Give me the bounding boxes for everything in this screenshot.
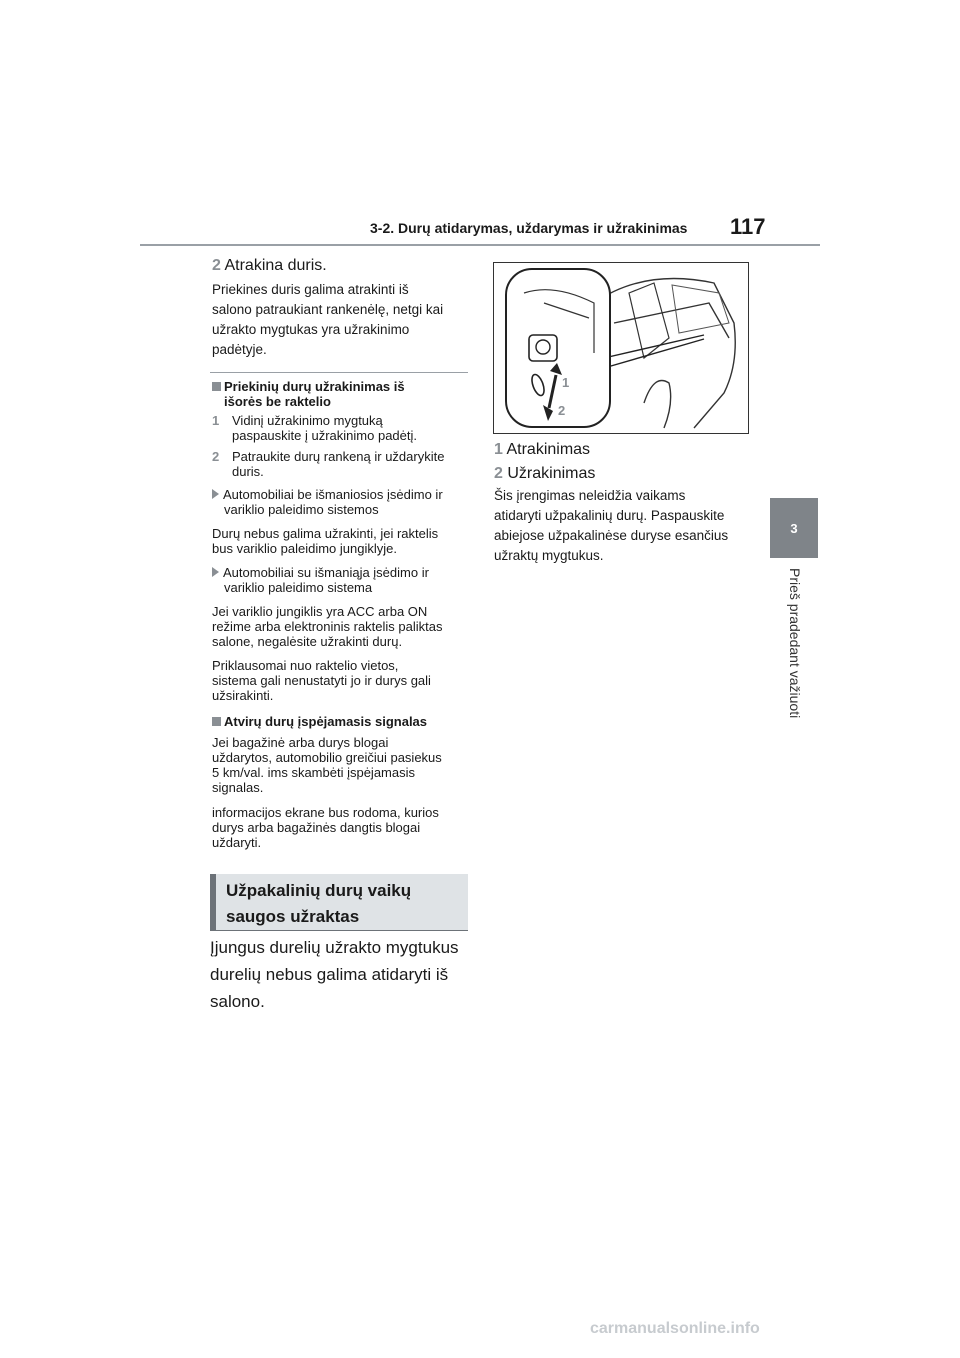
header-rule — [140, 244, 820, 246]
paragraph-6 — [212, 805, 439, 850]
line: Vidinį užrakinimo mygtuką — [232, 413, 383, 428]
line: Jei variklio jungiklis yra ACC arba ON — [212, 604, 428, 619]
line: Automobiliai su išmaniąja įsėdimo ir — [223, 565, 429, 580]
item-1 — [494, 438, 590, 462]
section-heading-child-lock — [210, 874, 468, 930]
figure-label-2: 2 — [558, 403, 566, 418]
line: durelių nebus galima atidaryti iš — [210, 965, 449, 984]
line: signalas. — [212, 780, 264, 795]
sub-heading-no-smart-key — [212, 487, 443, 517]
divider — [210, 372, 468, 373]
paragraph-2 — [212, 526, 438, 556]
item-number: 1 — [494, 441, 503, 458]
triangle-bullet-icon — [212, 489, 219, 499]
page-number: 117 — [730, 214, 766, 239]
chapter-title-text: Prieš pradedant važiuoti — [787, 568, 803, 719]
item-text: Užrakinimas — [507, 465, 596, 482]
line: užsirakinti. — [212, 688, 274, 703]
paragraph-3 — [212, 604, 442, 649]
line: variklio paleidimo sistemos — [224, 502, 379, 517]
line: durys arba bagažinės dangtis blogai — [212, 820, 421, 835]
line: bus variklio paleidimo jungiklyje. — [212, 541, 397, 556]
watermark: carmanualsonline.info — [590, 1320, 760, 1337]
line: variklio paleidimo sistema — [224, 580, 373, 595]
paragraph-right — [494, 486, 728, 566]
item-text: Atrakinimas — [506, 441, 591, 458]
item-number: 2 — [494, 465, 503, 482]
line: užrakto mygtukas yra užrakinimo — [212, 322, 410, 337]
section-rule — [210, 930, 468, 931]
line: salono patraukiant rankenėlę, netgi kai — [212, 302, 444, 317]
line: uždaryti. — [212, 835, 262, 850]
running-header: 3-2. Durų atidarymas, uždarymas ir užrakinimas — [370, 220, 688, 236]
door-illustration — [493, 262, 749, 434]
line: Priklausomai nuo raktelio vietos, — [212, 658, 399, 673]
line: salone, negalėsite užrakinti durų. — [212, 634, 403, 649]
line: Šis įrengimas neleidžia vaikams — [494, 488, 686, 503]
step-text: Atrakina duris. — [224, 257, 327, 274]
item-2 — [494, 462, 595, 486]
line: Automobiliai be išmaniosios įsėdimo ir — [223, 487, 443, 502]
heading-front-door-lock — [212, 379, 405, 409]
line: padėtyje. — [212, 342, 267, 357]
step-number: 1 — [212, 413, 220, 428]
square-bullet-icon — [212, 382, 221, 391]
line: užraktų mygtukus. — [494, 548, 604, 563]
section-heading-line: saugos užraktas — [226, 907, 360, 926]
line: režime arba elektroninis raktelis paliktas — [212, 619, 443, 634]
sub-heading-smart-key — [212, 565, 429, 595]
step-number: 2 — [212, 449, 220, 464]
paragraph-7 — [210, 934, 459, 1015]
paragraph-1 — [212, 280, 443, 360]
paragraph-4 — [212, 658, 431, 703]
triangle-bullet-icon — [212, 567, 219, 577]
heading-open-door-warning — [212, 714, 427, 729]
line: sistema gali nenustatyti jo ir durys gali — [212, 673, 431, 688]
line: uždarytos, automobilio greičiui pasiekus — [212, 750, 442, 765]
line: salono. — [210, 992, 265, 1011]
line: duris. — [232, 464, 264, 479]
step-2 — [212, 254, 327, 278]
square-bullet-icon — [212, 717, 221, 726]
figure-label-1: 1 — [562, 375, 570, 390]
chapter-tab: 3 — [770, 498, 818, 558]
line: Įjungus durelių užrakto mygtukus — [210, 938, 459, 957]
heading-line: išorės be raktelio — [224, 394, 331, 409]
line: abiejose užpakalinėse duryse esančius — [494, 528, 729, 543]
heading-text: Atvirų durų įspėjamasis signalas — [224, 714, 428, 729]
step-number: 2 — [212, 257, 221, 274]
line: Durų nebus galima užrakinti, jei raktelis — [212, 526, 439, 541]
line: informacijos ekrane bus rodoma, kurios — [212, 805, 439, 820]
heading-line: Priekinių durų užrakinimas iš — [224, 379, 405, 394]
line: atidaryti užpakalinių durų. Paspauskite — [494, 508, 725, 523]
line: Patraukite durų rankeną ir uždarykite — [232, 449, 445, 464]
line: 5 km/val. ims skambėti įspėjamasis — [212, 765, 415, 780]
chapter-title — [780, 568, 810, 738]
line: Priekines duris galima atrakinti iš — [212, 282, 409, 297]
line: paspauskite į užrakinimo padėtį. — [232, 428, 417, 443]
rear-door-lock-drawing — [494, 263, 748, 433]
section-heading-line: Užpakalinių durų vaikų — [226, 881, 412, 900]
line: Jei bagažinė arba durys blogai — [212, 735, 389, 750]
paragraph-5 — [212, 735, 442, 795]
